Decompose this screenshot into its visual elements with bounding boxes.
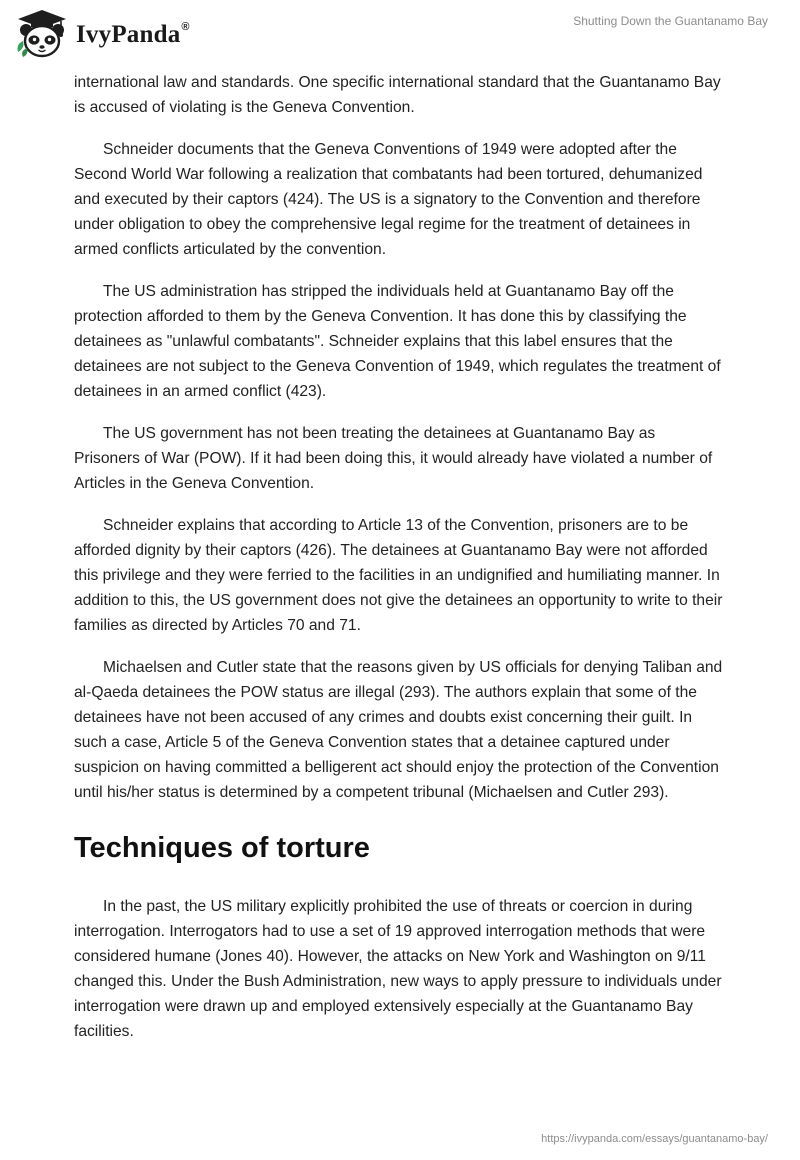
paragraph-6: Michaelsen and Cutler state that the reasons given by US officials for denying Taliban and al-Qaeda detainees the POW status are illegal (293). The authors explain that some of the detainees have not been accused of any crimes and doubts exist concerning their guilt. In such a case, Article 5 of the Geneva Convention states that a detainee captured under suspicion on having committed a belligerent act should enjoy the protection of the Convention until his/her status is determined by a competent tribunal (Michaelsen and Cutler 293).	[74, 659, 723, 801]
document-title: Shutting Down the Guantanamo Bay	[573, 14, 768, 28]
paragraph-4: The US government has not been treating the detainees at Guantanamo Bay as Prisoners of War (POW). If it had been doing this, it would already have violated a number of Articles in the Geneva Convention.	[74, 425, 713, 492]
panda-graduate-icon	[14, 8, 70, 60]
section-paragraph-1: In the past, the US military explicitly prohibited the use of threats or coercion in during interrogation. Interrogators had to use a set of 19 approved interrogation methods that were considered humane (Jones 40). However, the attacks on New York and Washington on 9/11 changed this. Under the Bush Administration, new ways to apply pressure to individuals under interrogation were drawn up and employed extensively especially at the Guantanamo Bay facilities.	[74, 898, 722, 1040]
essay-body	[74, 70, 724, 1061]
footer-source-url[interactable]: https://ivypanda.com/essays/guantanamo-bay/	[541, 1133, 768, 1145]
ivypanda-logo[interactable]	[14, 8, 190, 60]
registered-mark: ®	[181, 20, 190, 33]
paragraph-2: Schneider documents that the Geneva Conventions of 1949 were adopted after the Second World War following a realization that combatants had been tortured, dehumanized and executed by their captors (424). The US is a signatory to the Convention and therefore under obligation to obey the comprehensive legal regime for the treatment of detainees in armed conflicts articulated by the convention.	[74, 141, 703, 258]
logo-wordmark: IvyPanda®	[76, 20, 190, 48]
paragraph-1: international law and standards. One specific international standard that the Guantanamo Bay is accused of violating is the Geneva Convention.	[74, 74, 721, 116]
section-heading-techniques-of-torture: Techniques of torture	[74, 832, 370, 864]
paragraph-3: The US administration has stripped the individuals held at Guantanamo Bay off the protection afforded to them by the Geneva Convention. It has done this by classifying the detainees as "unlawful combatants". Schneider explains that this label ensures that the detainees are not subject to the Geneva Convention of 1949, which regulates the treatment of detainees in an armed conflict (423).	[74, 283, 721, 400]
paragraph-5: Schneider explains that according to Article 13 of the Convention, prisoners are to be afforded dignity by their captors (426). The detainees at Guantanamo Bay were not afforded this privilege and they were ferried to the facilities in an undignified and humiliating manner. In addition to this, the US government does not give the detainees an opportunity to write to their families as directed by Articles 70 and 71.	[74, 517, 723, 634]
page-header	[0, 0, 800, 66]
